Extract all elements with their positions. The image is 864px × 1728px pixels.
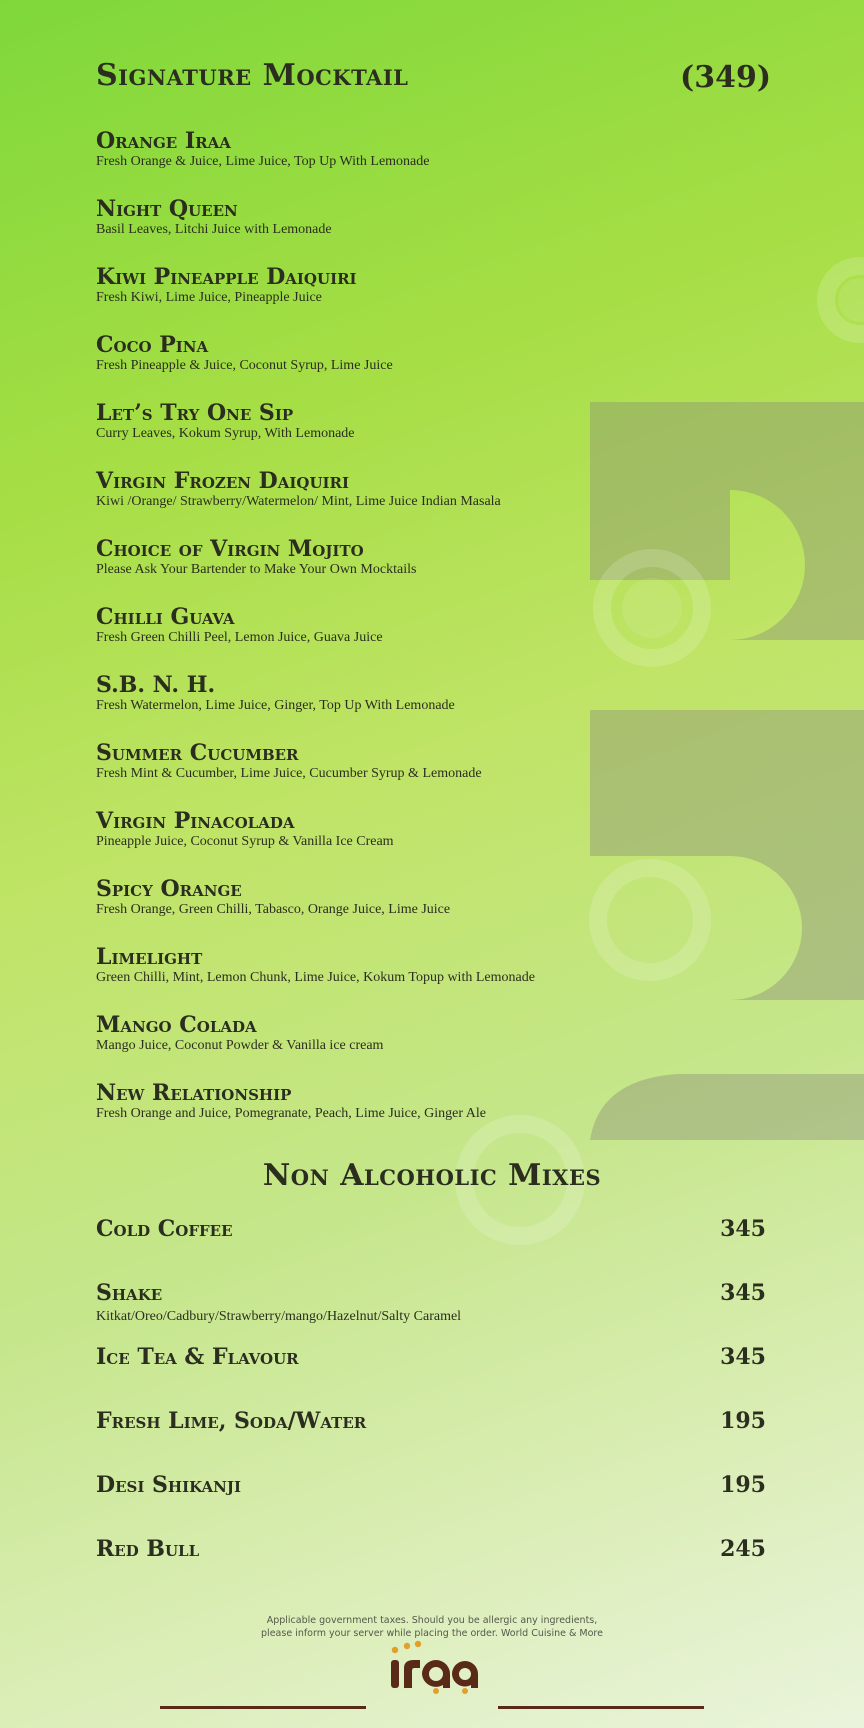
list-item <box>96 1278 766 1342</box>
list-item <box>96 1080 736 1148</box>
item-description: Fresh Orange & Juice, Lime Juice, Top Up With Lemonade <box>96 154 430 169</box>
list-item <box>96 196 736 264</box>
item-name: Cold Coffee <box>96 1216 233 1242</box>
item-name: Summer Cucumber <box>96 740 299 766</box>
list-item <box>96 672 736 740</box>
list-item <box>96 264 736 332</box>
list-item <box>96 1470 766 1534</box>
item-description: Green Chilli, Mint, Lemon Chunk, Lime Juice, Kokum Topup with Lemonade <box>96 970 535 985</box>
list-item <box>96 332 736 400</box>
item-price: 345 <box>720 1216 766 1242</box>
list-item <box>96 1342 766 1406</box>
footer-note-line: Applicable government taxes. Should you be allergic any ingredients, <box>266 1615 598 1626</box>
footer-divider-right <box>498 1706 704 1709</box>
list-item <box>96 128 736 196</box>
list-item <box>96 400 736 468</box>
item-price: 245 <box>720 1536 766 1562</box>
item-description: Fresh Kiwi, Lime Juice, Pineapple Juice <box>96 290 322 305</box>
item-description: Pineapple Juice, Coconut Syrup & Vanilla Ice Cream <box>96 834 394 849</box>
item-description: Mango Juice, Coconut Powder & Vanilla ice cream <box>96 1038 384 1053</box>
item-name: New Relationship <box>96 1080 292 1106</box>
item-name: Limelight <box>96 944 203 970</box>
section-price-mocktail: (349) <box>680 60 772 95</box>
item-name: Ice Tea & Flavour <box>96 1344 299 1370</box>
list-item <box>96 1406 766 1470</box>
item-price: 345 <box>720 1344 766 1370</box>
list-item <box>96 468 736 536</box>
item-name: Choice of Virgin Mojito <box>96 536 364 562</box>
item-description: Fresh Orange, Green Chilli, Tabasco, Orange Juice, Lime Juice <box>96 902 451 917</box>
item-price: 345 <box>720 1280 766 1306</box>
list-item <box>96 740 736 808</box>
mixes-list <box>96 1214 766 1598</box>
item-description: Fresh Green Chilli Peel, Lemon Juice, Guava Juice <box>96 630 383 645</box>
mocktail-list <box>96 128 736 1148</box>
item-description: Basil Leaves, Litchi Juice with Lemonade <box>96 222 332 237</box>
item-name: Kiwi Pineapple Daiquiri <box>96 264 357 290</box>
section-title-mixes: Non Alcoholic Mixes <box>262 1158 602 1193</box>
item-name: Orange Iraa <box>96 128 231 154</box>
item-price: 195 <box>720 1408 766 1434</box>
item-description: Kitkat/Oreo/Cadbury/Strawberry/mango/Hazelnut/Salty Caramel <box>96 1309 462 1324</box>
item-name: Night Queen <box>96 196 238 222</box>
item-name: Desi Shikanji <box>96 1472 241 1498</box>
item-name: Fresh Lime, Soda/Water <box>96 1408 367 1434</box>
list-item <box>96 536 736 604</box>
list-item <box>96 1534 766 1598</box>
section-title-mocktail: Signature Mocktail <box>96 58 409 93</box>
item-name: Coco Pina <box>96 332 209 358</box>
item-name: Virgin Pinacolada <box>96 808 295 834</box>
item-name: Red Bull <box>96 1536 200 1562</box>
iraa-logo <box>382 1636 482 1696</box>
item-description: Fresh Watermelon, Lime Juice, Ginger, Top Up With Lemonade <box>96 698 455 713</box>
list-item <box>96 876 736 944</box>
item-description: Fresh Pineapple & Juice, Coconut Syrup, Lime Juice <box>96 358 393 373</box>
item-name: Chilli Guava <box>96 604 235 630</box>
item-description: Curry Leaves, Kokum Syrup, With Lemonade <box>96 426 355 441</box>
list-item <box>96 604 736 672</box>
list-item <box>96 944 736 1012</box>
list-item <box>96 808 736 876</box>
item-name: Let’s Try One Sip <box>96 400 294 426</box>
item-description: Please Ask Your Bartender to Make Your Own Mocktails <box>96 562 417 577</box>
item-name: S.B. N. H. <box>96 672 216 698</box>
item-description: Kiwi /Orange/ Strawberry/Watermelon/ Mint, Lime Juice Indian Masala <box>96 494 501 509</box>
footer-divider-left <box>160 1706 366 1709</box>
footer-note-line: please inform your server while placing the order. World Cuisine & More <box>261 1628 603 1639</box>
item-name: Virgin Frozen Daiquiri <box>96 468 350 494</box>
item-name: Shake <box>96 1280 163 1306</box>
item-description: Fresh Mint & Cucumber, Lime Juice, Cucumber Syrup & Lemonade <box>96 766 482 781</box>
item-name: Spicy Orange <box>96 876 242 902</box>
item-price: 195 <box>720 1472 766 1498</box>
list-item <box>96 1012 736 1080</box>
list-item <box>96 1214 766 1278</box>
item-description: Fresh Orange and Juice, Pomegranate, Peach, Lime Juice, Ginger Ale <box>96 1106 486 1121</box>
item-name: Mango Colada <box>96 1012 257 1038</box>
